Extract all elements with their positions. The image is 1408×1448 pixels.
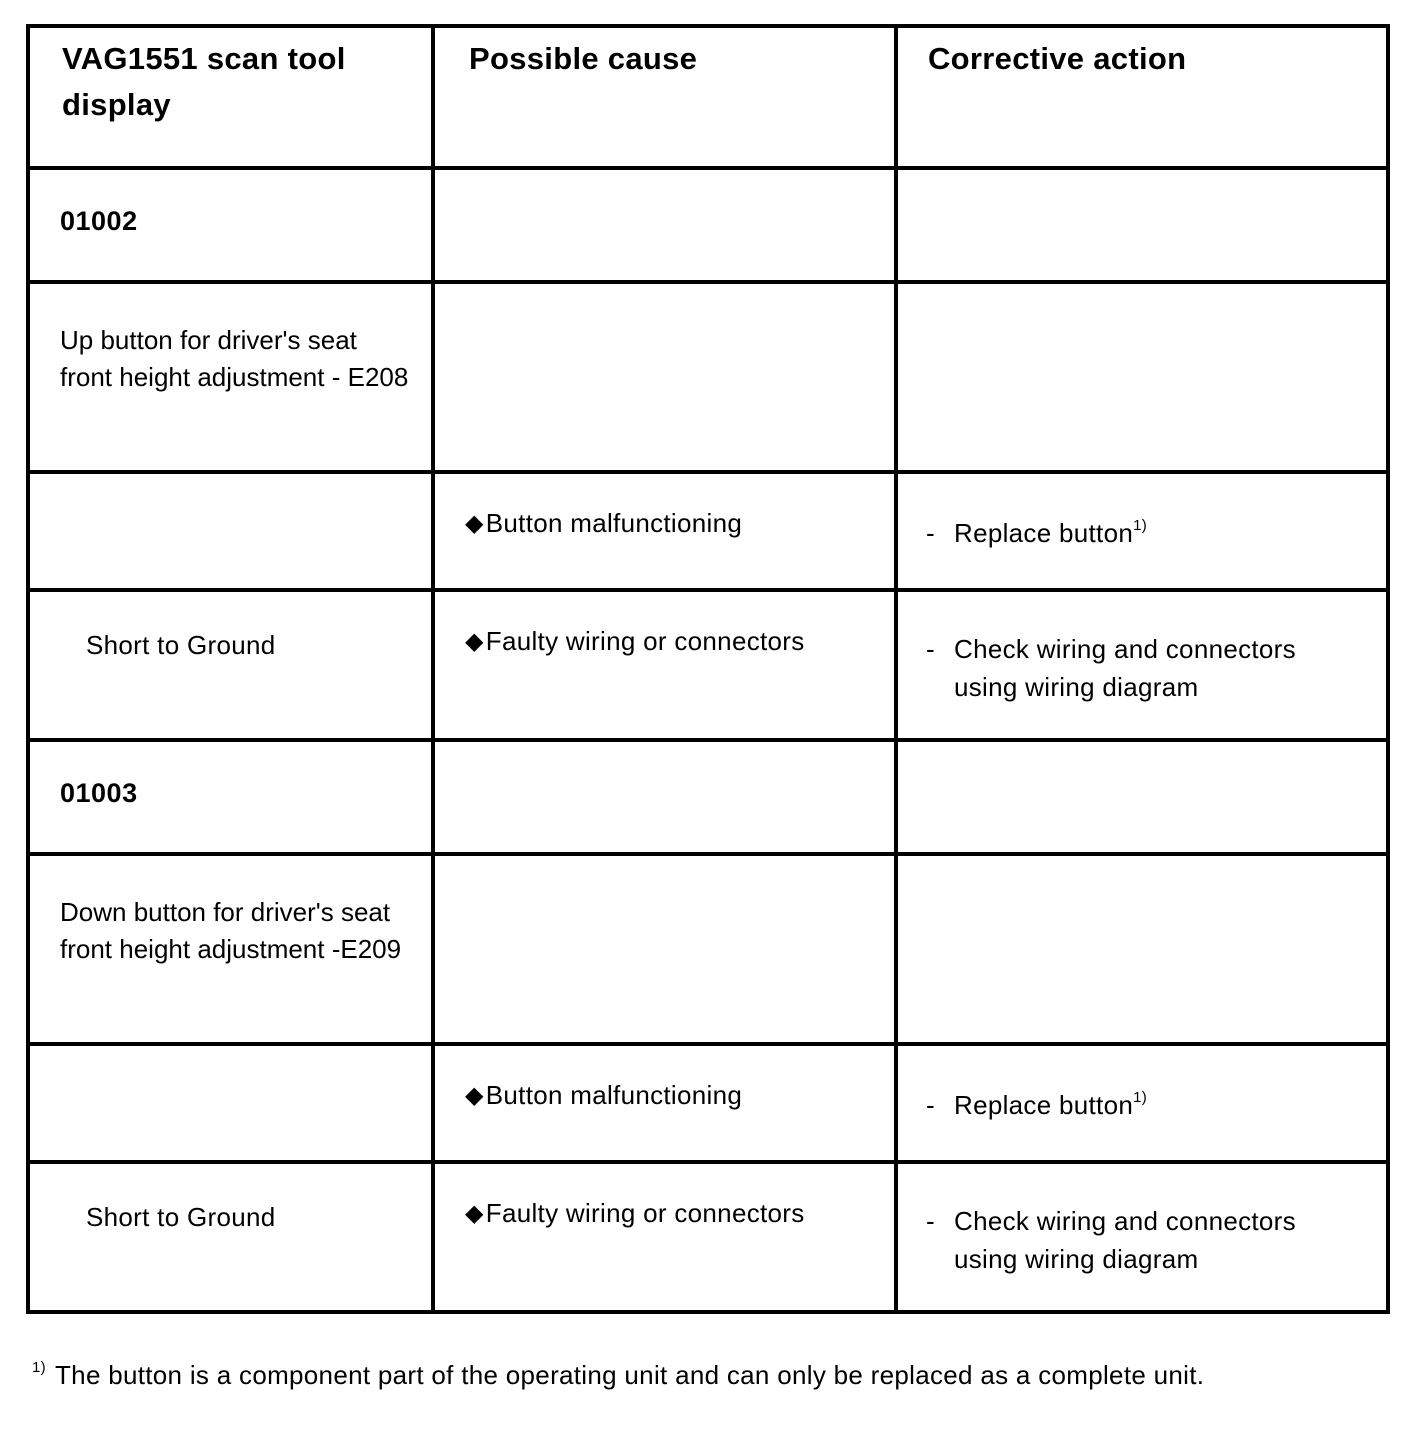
corrective-action bbox=[898, 474, 1386, 552]
fault-table bbox=[26, 24, 1390, 1314]
diamond-bullet-icon: ◆ bbox=[465, 1081, 484, 1109]
description-row bbox=[28, 282, 1388, 472]
action-text: Replace button bbox=[954, 1090, 1134, 1120]
description-row bbox=[28, 854, 1388, 1044]
corrective-action bbox=[898, 592, 1386, 706]
fault-code: 01002 bbox=[60, 206, 138, 236]
fault-code-cell bbox=[28, 740, 433, 854]
table-row bbox=[28, 590, 1388, 740]
footnote bbox=[32, 1356, 1352, 1394]
cause-text: Button malfunctioning bbox=[485, 1080, 743, 1110]
table-row bbox=[28, 472, 1388, 590]
fault-description-cell bbox=[28, 854, 433, 1044]
fault-code-cell bbox=[28, 168, 433, 282]
possible-cause bbox=[435, 474, 894, 539]
footnote-marker: 1) bbox=[32, 1359, 46, 1376]
cause-text: Button malfunctioning bbox=[485, 508, 743, 538]
possible-cause bbox=[435, 1046, 894, 1111]
action-text: Replace button bbox=[954, 518, 1134, 548]
display-value bbox=[30, 1046, 431, 1084]
action-text: Check wiring and connectors bbox=[954, 1206, 1296, 1236]
corrective-action bbox=[898, 1046, 1386, 1124]
header-possible-cause: Possible cause bbox=[433, 26, 896, 168]
code-row bbox=[28, 168, 1388, 282]
header-corrective-action: Corrective action bbox=[896, 26, 1388, 168]
table-row bbox=[28, 1044, 1388, 1162]
corrective-action bbox=[898, 1164, 1386, 1278]
display-value: Short to Ground bbox=[86, 630, 276, 660]
footnote-reference: 1) bbox=[1133, 517, 1148, 534]
header-row bbox=[28, 26, 1388, 168]
footnote-reference: 1) bbox=[1133, 1089, 1148, 1106]
fault-description: Down button for driver's seat front height adjustment -E209 bbox=[60, 897, 402, 964]
possible-cause bbox=[435, 592, 894, 657]
table-row bbox=[28, 1162, 1388, 1312]
code-row bbox=[28, 740, 1388, 854]
possible-cause bbox=[435, 1164, 894, 1229]
action-text-continued: using wiring diagram bbox=[954, 672, 1199, 702]
dash-bullet: - bbox=[926, 518, 935, 548]
dash-bullet: - bbox=[926, 634, 935, 664]
dash-bullet: - bbox=[926, 1206, 935, 1236]
diamond-bullet-icon: ◆ bbox=[465, 627, 484, 655]
action-text-continued: using wiring diagram bbox=[954, 1244, 1199, 1274]
fault-description: Up button for driver's seat front height adjustment - E208 bbox=[60, 325, 409, 392]
cause-text: Faulty wiring or connectors bbox=[485, 1198, 805, 1228]
fault-code: 01003 bbox=[60, 778, 138, 808]
display-value: Short to Ground bbox=[86, 1202, 276, 1232]
footnote-text: The button is a component part of the operating unit and can only be replaced as a complete unit. bbox=[55, 1360, 1205, 1390]
fault-description-cell bbox=[28, 282, 433, 472]
dash-bullet: - bbox=[926, 1090, 935, 1120]
display-value bbox=[30, 474, 431, 512]
cause-text: Faulty wiring or connectors bbox=[485, 626, 805, 656]
action-text: Check wiring and connectors bbox=[954, 634, 1296, 664]
diamond-bullet-icon: ◆ bbox=[465, 509, 484, 537]
header-scan-tool-display: VAG1551 scan tool display bbox=[28, 26, 433, 168]
diamond-bullet-icon: ◆ bbox=[465, 1199, 484, 1227]
